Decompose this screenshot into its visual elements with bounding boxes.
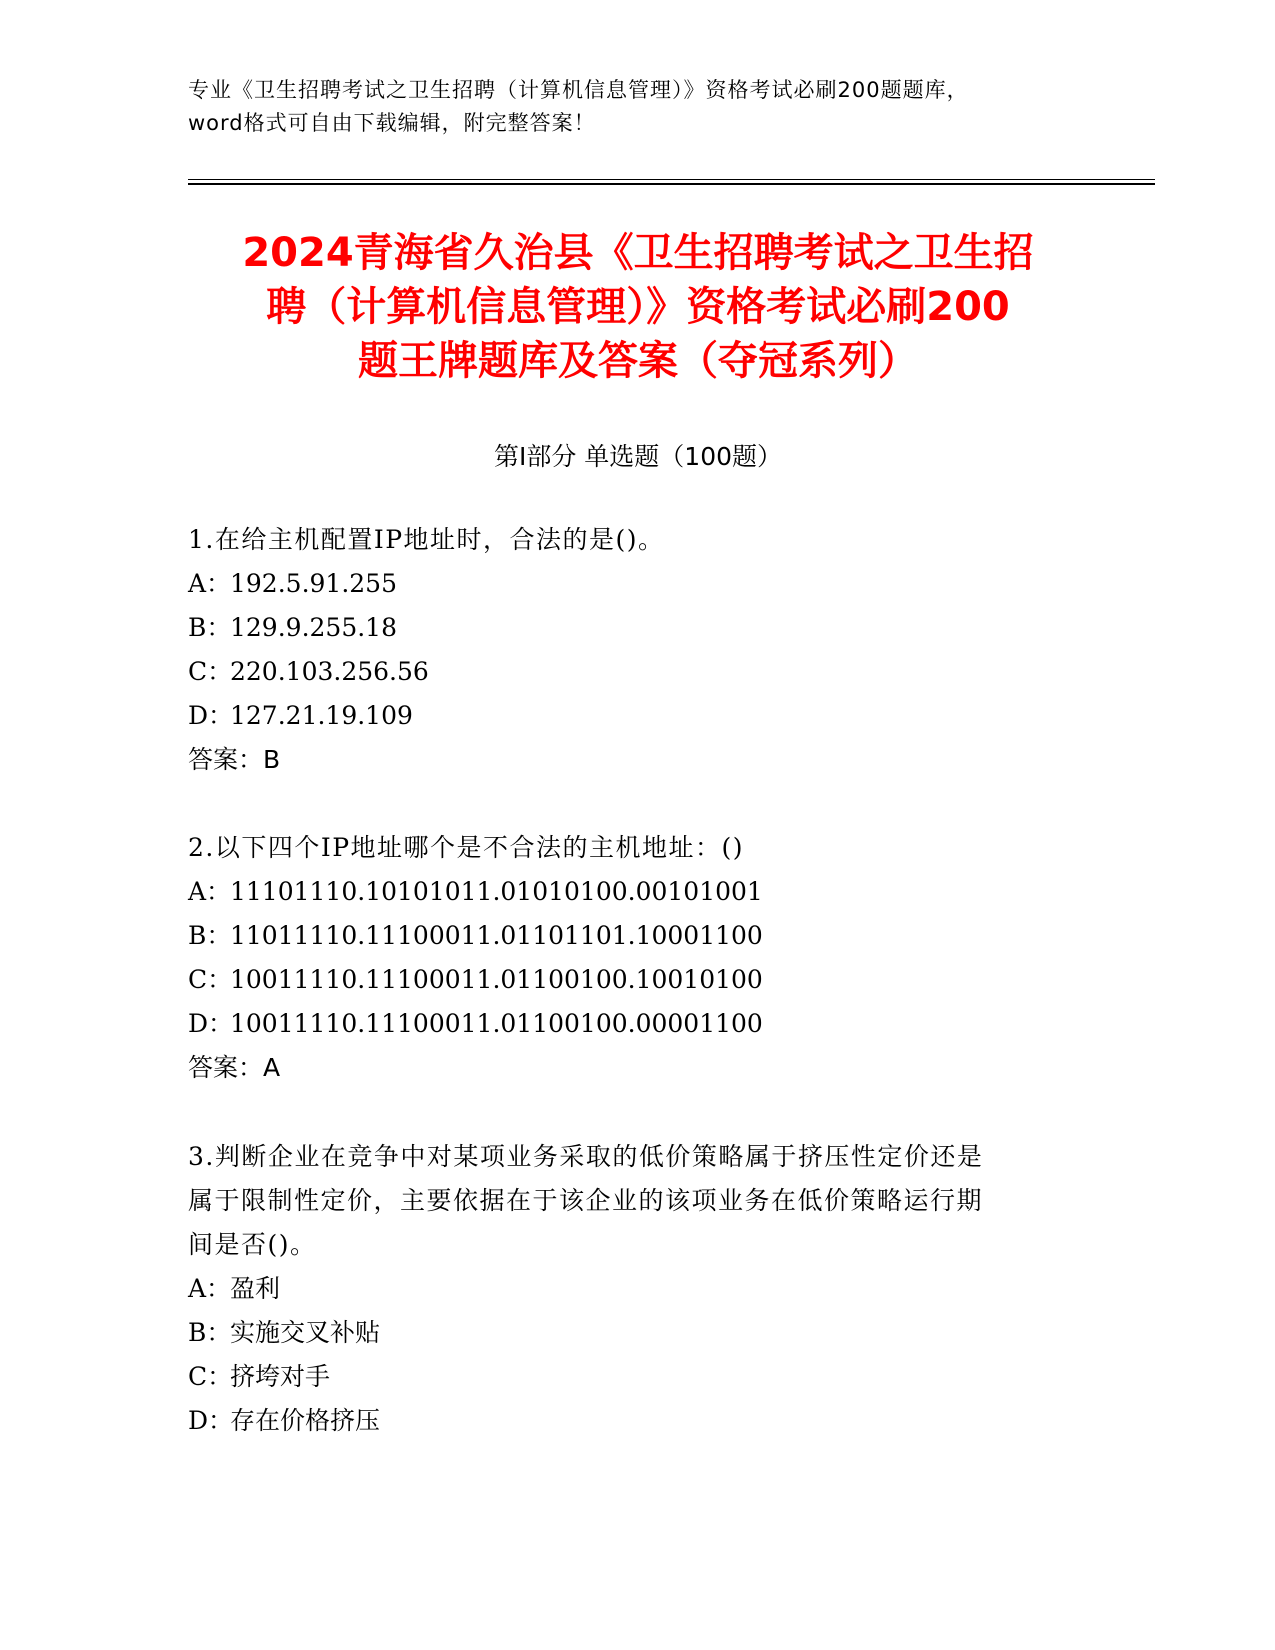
document-title <box>188 226 1088 388</box>
option-key: D： <box>188 701 234 730</box>
option-key: C： <box>188 965 233 994</box>
option-text: 220.103.256.56 <box>230 657 429 686</box>
question-3-option-c <box>188 1360 330 1394</box>
question-1-option-b <box>188 611 397 645</box>
question-3-stem-line-3: 间是否()。 <box>188 1230 317 1259</box>
question-2-option-b <box>188 919 763 953</box>
question-3-stem-line-1: 3.判断企业在竞争中对某项业务采取的低价策略属于挤压性定价还是 <box>188 1142 984 1171</box>
option-text: 挤垮对手 <box>230 1362 331 1391</box>
question-1-option-a <box>188 567 397 601</box>
header-note-line-2: word格式可自由下载编辑，附完整答案！ <box>188 111 596 135</box>
option-key: D： <box>188 1009 234 1038</box>
option-key: B： <box>188 921 232 950</box>
option-text: 存在价格挤压 <box>230 1406 381 1435</box>
question-2-answer: 答案：A <box>188 1053 281 1082</box>
question-2-option-c <box>188 963 763 997</box>
question-2-stem: 2.以下四个IP地址哪个是不合法的主机地址：() <box>188 833 745 862</box>
option-text: 11011110.11100011.01101101.10001100 <box>230 921 763 950</box>
option-key: A： <box>188 569 232 598</box>
section-heading: 第I部分 单选题（100题） <box>493 442 783 471</box>
question-2-option-a <box>188 875 763 909</box>
option-key: C： <box>188 1362 233 1391</box>
option-text: 129.9.255.18 <box>230 613 397 642</box>
question-2-option-d <box>188 1007 763 1041</box>
option-text: 实施交叉补贴 <box>230 1318 381 1347</box>
header-rule-thick <box>188 183 1155 185</box>
document-title-line-3: 题王牌题库及答案（夺冠系列） <box>358 338 918 384</box>
document-title-line-2: 聘（计算机信息管理）》资格考试必刷200 <box>266 284 1010 330</box>
header-note <box>188 74 1088 140</box>
question-3-option-a <box>188 1272 280 1306</box>
option-text: 11101110.10101011.01010100.00101001 <box>230 877 763 906</box>
header-rule-thin <box>188 179 1155 180</box>
question-1-answer: 答案：B <box>188 745 281 774</box>
question-1-stem: 1.在给主机配置IP地址时，合法的是()。 <box>188 525 665 554</box>
question-3-option-d <box>188 1404 380 1438</box>
document-title-line-1: 2024青海省久治县《卫生招聘考试之卫生招 <box>242 230 1034 276</box>
option-text: 盈利 <box>230 1274 281 1303</box>
option-key: B： <box>188 1318 232 1347</box>
option-key: A： <box>188 877 232 906</box>
option-key: D： <box>188 1406 234 1435</box>
question-1-option-d <box>188 699 413 733</box>
option-key: B： <box>188 613 232 642</box>
option-key: C： <box>188 657 233 686</box>
header-note-line-1: 专业《卫生招聘考试之卫生招聘（计算机信息管理）》资格考试必刷200题题库， <box>188 78 969 102</box>
option-text: 10011110.11100011.01100100.00001100 <box>230 1009 763 1038</box>
option-text: 127.21.19.109 <box>230 701 413 730</box>
question-1-option-c <box>188 655 429 689</box>
option-text: 10011110.11100011.01100100.10010100 <box>230 965 763 994</box>
option-key: A： <box>188 1274 232 1303</box>
option-text: 192.5.91.255 <box>230 569 397 598</box>
question-3-stem-line-2: 属于限制性定价，主要依据在于该企业的该项业务在低价策略运行期 <box>188 1186 984 1215</box>
question-3-option-b <box>188 1316 380 1350</box>
